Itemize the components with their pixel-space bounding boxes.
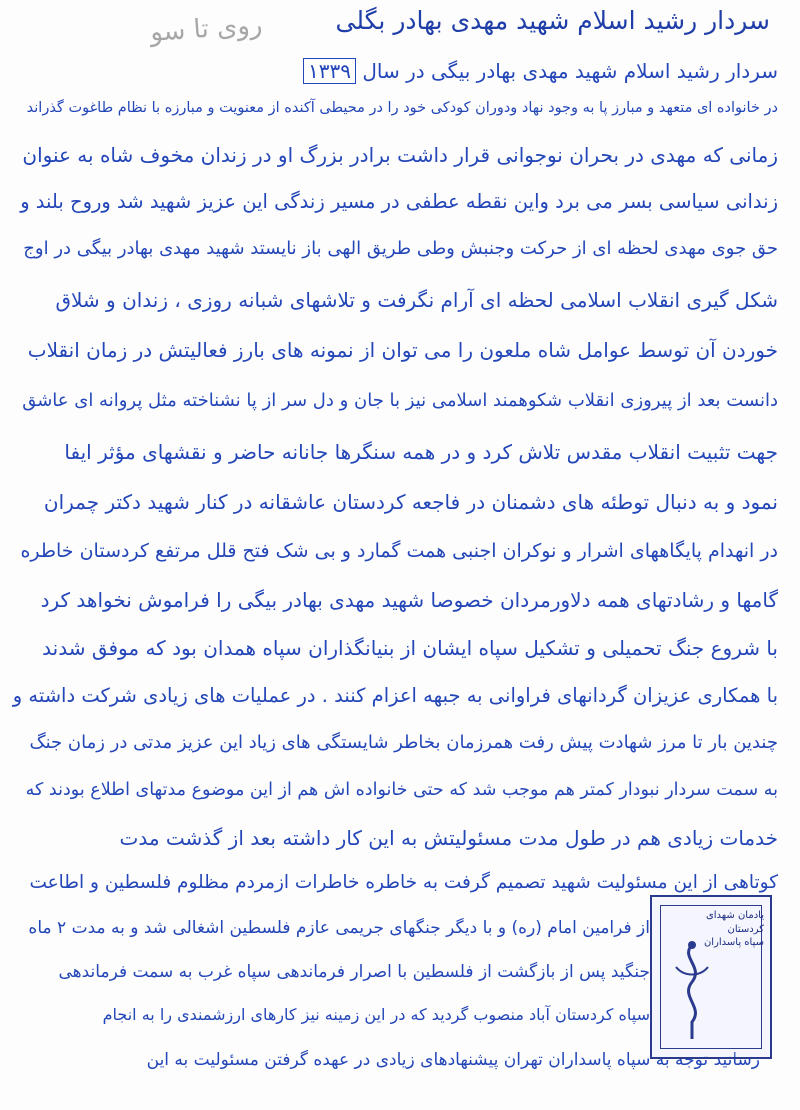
text-line: در خانواده ای متعهد و مبارز پا به وجود نهاد ودوران کودکی خود را در محیطی آکنده از معنویت و مبارزه با نظام طاغوت گذراند bbox=[26, 100, 778, 116]
text-line: به سمت سردار نبودار کمتر هم موجب شد که حتی خانواده اش هم از این موضوع مدتهای اطلاع بودند که bbox=[25, 780, 778, 800]
stamp-emblem-icon bbox=[662, 937, 722, 1047]
corner-note: روی تا سو bbox=[149, 10, 264, 48]
text-line: جنگید پس از بازگشت از فلسطین با اصرار فرماندهی سپاه غرب به سمت فرماندهی bbox=[58, 962, 650, 982]
text-line: زمانی که مهدی در بحران نوجوانی قرار داشت برادر بزرگ او در زندان مخوف شاه به عنوان bbox=[22, 143, 778, 167]
year-box: ۱۳۳۹ bbox=[303, 58, 356, 84]
official-stamp bbox=[650, 895, 772, 1059]
stamp-text-line: کردستان bbox=[727, 923, 764, 935]
text-line: در انهدام پایگاههای اشرار و نوکران اجنبی همت گمارد و بی شک فتح قلل مرتفع کردستان خاطره bbox=[20, 540, 778, 562]
text-line bbox=[303, 58, 778, 84]
text-line: خوردن آن توسط عوامل شاه ملعون را می توان از نمونه های بارز فعالیتش در زمان انقلاب bbox=[27, 338, 778, 362]
stamp-text-line: سپاه پاسداران bbox=[703, 937, 764, 948]
text-line: جهت تثبیت انقلاب مقدس تلاش کرد و در همه سنگرها جانانه حاضر و نقشهای مؤثر ایفا bbox=[64, 440, 778, 464]
text-line: سپاه کردستان آباد منصوب گردید که در این زمینه نیز کارهای ارزشمندی را به انجام bbox=[102, 1005, 650, 1024]
text-line: چندین بار تا مرز شهادت پیش رفت همرزمان بخاطر شایستگی های زیاد این عزیز مدتی در زمان جنگ bbox=[29, 732, 778, 753]
text-line: دانست بعد از پیروزی انقلاب شکوهمند اسلامی نیز با جان و دل سر از پا نشناخته مثل پروانه ای عاشق bbox=[22, 390, 778, 411]
text-line-content: سردار رشید اسلام شهید مهدی بهادر بیگی در سال bbox=[362, 59, 778, 83]
text-line: حق جوی مهدی لحظه ای از حرکت وجنبش وطی طریق الهی باز نایستد شهید مهدی بهادر بیگی در اوج bbox=[23, 238, 778, 259]
text-line: با همکاری عزیزان گردانهای فراوانی به جبهه اعزام کنند . در عملیات های زیادی شرکت داشته و bbox=[12, 684, 778, 707]
text-line: نمود و به دنبال توطئه های دشمنان در فاجعه کردستان عاشقانه در کنار شهید دکتر چمران bbox=[43, 490, 778, 514]
text-line: با شروع جنگ تحمیلی و تشکیل سپاه ایشان از بنیانگذاران سپاه همدان بود که موفق شدند bbox=[42, 636, 778, 660]
stamp-text-line: یادمان شهدای bbox=[705, 910, 764, 921]
text-line: زندانی سیاسی بسر می برد واین نقطه عطفی در مسیر زندگی این عزیز شهید شد وروح بلند و bbox=[20, 190, 778, 213]
text-line: رسانید توجه به سپاه پاسداران تهران پیشنهادهای زیادی در عهده گرفتن مسئولیت به این bbox=[146, 1050, 760, 1070]
text-line: گامها و رشادتهای همه دلاورمردان خصوصا شهید مهدی بهادر بیگی را فراموش نخواهد کرد bbox=[40, 588, 778, 612]
text-line: خدمات زیادی هم در طول مدت مسئولیتش به این کار داشته بعد از گذشت مدت bbox=[119, 826, 778, 850]
text-line: کوتاهی از این مسئولیت شهید تصمیم گرفت به خاطره خاطرات ازمردم مظلوم فلسطین و اطاعت bbox=[29, 872, 778, 893]
text-line: از فرامین امام (ره) و با دیگر جنگهای جریمی عازم فلسطین اشغالی شد و به مدت ۲ ماه bbox=[28, 918, 650, 938]
page-title: سردار رشید اسلام شهید مهدی بهادر بگلی bbox=[335, 6, 770, 35]
text-line: شکل گیری انقلاب اسلامی لحظه ای آرام نگرفت و تلاشهای شبانه روزی ، زندان و شلاق bbox=[55, 288, 778, 312]
